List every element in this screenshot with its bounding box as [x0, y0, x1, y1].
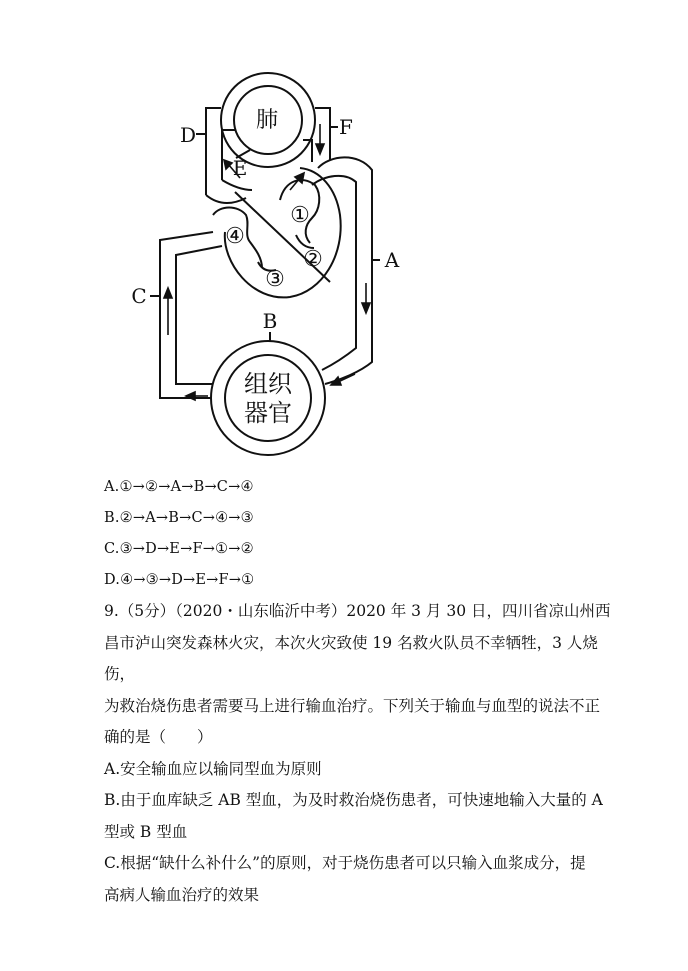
q9-option-b-line2: 型或 B 型血 — [104, 822, 188, 841]
chamber-2-label: ② — [303, 247, 323, 272]
option-b-prev: B.②→A→B→C→④→③ — [104, 510, 254, 526]
vessel-d-outer — [206, 108, 221, 195]
vessel-d-join-inner — [222, 180, 252, 190]
aorta-outer — [318, 157, 372, 384]
tissue-outer-circle — [211, 341, 325, 455]
q9-option-b-line1: B.由于血库缺乏 AB 型血，为及时救治烧伤患者，可快速地输入大量的 A — [104, 791, 603, 809]
circulation-diagram — [0, 0, 688, 470]
label-a: A — [384, 248, 400, 272]
option-c-prev: C.③→D→E→F→①→② — [104, 541, 254, 557]
arrow-a-head — [362, 303, 370, 313]
tissue-label-line1: 组织 — [244, 370, 292, 398]
vessel-f-outer — [315, 108, 330, 160]
lung-label: 肺 — [255, 108, 279, 133]
label-e: E — [232, 156, 248, 180]
q9-stem-line3: 为救治烧伤患者需要马上进行输血治疗。下列关于输血与血型的说法不正 — [104, 696, 601, 715]
arrow-f-head — [316, 144, 324, 154]
option-d-prev: D.④→③→D→E→F→① — [104, 572, 255, 588]
option-a-prev: A.①→②→A→B→C→④ — [104, 479, 254, 495]
tissue-label-line2: 器官 — [244, 399, 292, 427]
label-d: D — [179, 123, 197, 147]
q9-option-a: A.安全输血应以输同型血为原则 — [104, 759, 322, 778]
chamber-3-label: ③ — [265, 267, 285, 292]
arrow-tissue-in — [338, 374, 355, 382]
q9-stem-line2: 昌市泸山突发森林火灾，本次火灾致使 19 名救火队员不幸牺牲，3 人烧伤， — [104, 633, 598, 683]
q9-option-c-line2: 高病人输血治疗的效果 — [104, 885, 260, 904]
tissue-inner-circle — [225, 355, 311, 441]
label-c: C — [131, 284, 147, 308]
q9-stem-line1: 9.（5分）（2020・山东临沂中考）2020 年 3 月 30 日，四川省凉山州西 — [104, 602, 611, 620]
chamber-4-label: ④ — [225, 224, 245, 249]
arrow-c-head — [164, 288, 172, 298]
question-9 — [104, 596, 619, 911]
vena-cava-inner — [176, 246, 222, 384]
label-b: B — [262, 309, 278, 333]
q9-option-c-line1: C.根据“缺什么补什么”的原则，对于烧伤患者可以只输入血浆成分，提 — [104, 854, 586, 872]
label-f: F — [339, 115, 353, 139]
q9-stem-line4: 确的是（ ） — [104, 728, 213, 746]
chamber-1-label: ① — [290, 203, 310, 228]
